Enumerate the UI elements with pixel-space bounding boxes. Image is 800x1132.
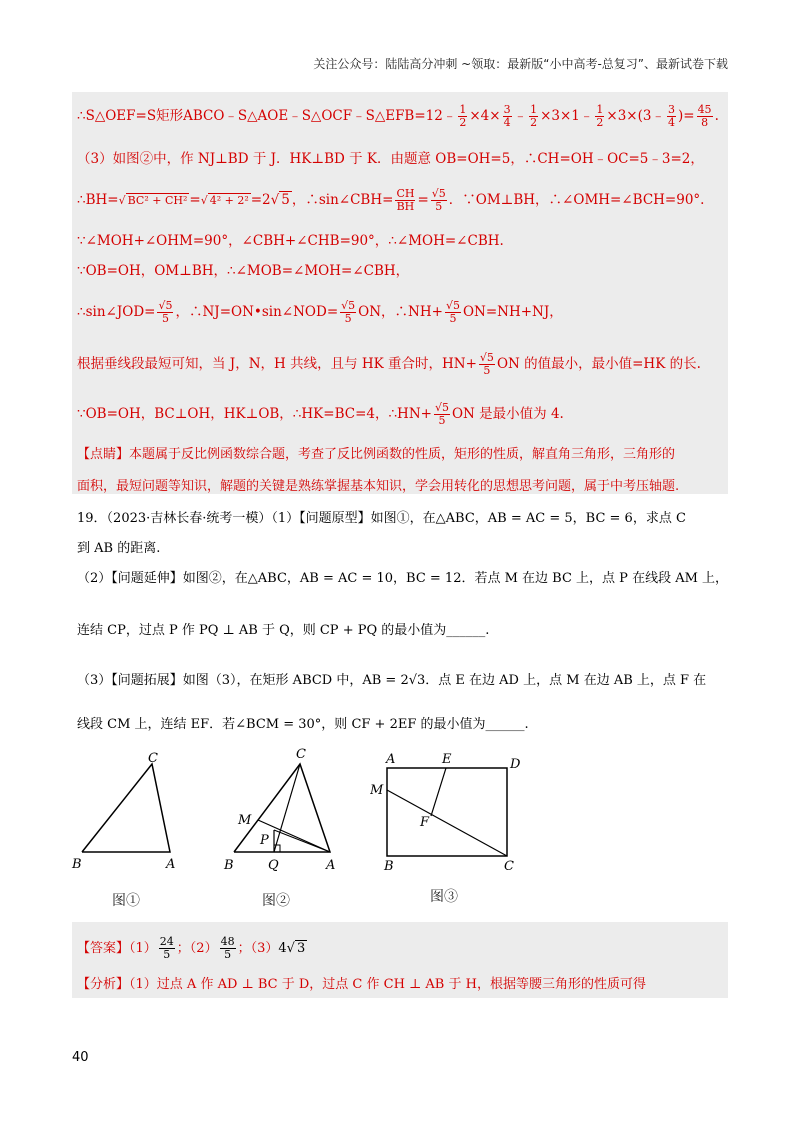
label-q: Q [268,858,279,873]
answer-1-fraction: $\frac{24}{5}$ [159,935,174,961]
fraction-root5-5: $\frac{√5}{5}$ [158,299,173,325]
problem-line-3: （2）【问题延伸】如图②，在△ABC，AB = AC = 10，BC = 12．若点 M 在边 BC 上，点 P 在线段 AM 上， [77,571,729,586]
fraction-root5-5: $\frac{√5}{5}$ [445,299,460,325]
page-number: 40 [72,1050,89,1065]
label-b: B [384,859,394,874]
fraction-half: $\frac{1}{2}$ [459,103,467,129]
label-e: E [442,752,452,767]
label-d: D [510,757,521,772]
analysis-label: 【分析】 [77,977,130,992]
fraction-ch-bh: $\frac{CH}{BH}$ [396,187,415,213]
solution-shortest-line: 根据垂线段最短可知，当 J，N，H 共线，且与 HK 重合时，HN+ $\frac{√5}{5}$ ON 的值最小，最小值=HK 的长. [77,351,701,377]
comment-line-2: 面积，最短问题等知识，解题的关键是熟练掌握基本知识，学会用转化的思想思考问题，属于中考压轴题. [77,479,680,494]
problem-line-2: 到 AB 的距离. [77,541,161,556]
problem-line-1: 19．（2023·吉林长春·统考一模）（1）【问题原型】如图①，在△ABC，AB = AC = 5，BC = 6，求点 C [77,511,686,526]
comment-line-1: 【点睛】本题属于反比例函数综合题，考查了反比例函数的性质，矩形的性质，解直角三角形，三角形的 [77,447,676,462]
label-f: F [420,815,430,830]
page-header: 关注公众号：陆陆高分冲刺 ~领取：最新版“小中高考-总复习”、最新试卷下载 [313,57,728,71]
fraction-45-8: $\frac{45}{8}$ [697,103,712,129]
label-b: B [224,858,234,873]
solution-part3-line: （3）如图②中，作 NJ⊥BD 于 J．HK⊥BD 于 K．由题意 OB=OH=5，∴CH=OH﹣OC=5﹣3=2， [77,151,704,167]
label-m: M [238,813,252,828]
label-a: A [166,857,176,872]
problem-line-6: 线段 CM 上，连结 EF．若∠BCM = 30°，则 CF + 2EF 的最小值为______. [77,717,529,732]
figure-2-caption: 图② [262,893,290,909]
fraction-three-quarters: $\frac{3}{4}$ [503,103,511,129]
problem-line-4: 连结 CP，过点 P 作 PQ ⊥ AB 于 Q，则 CP + PQ 的最小值为______. [77,623,490,638]
fraction-root5-5: $\frac{√5}{5}$ [479,351,494,377]
problem-line-5: （3）【问题拓展】如图（3），在矩形 ABCD 中，AB = 2√3．点 E 在边 AD 上，点 M 在边 AB 上，点 F 在 [77,673,707,688]
fraction-half: $\frac{1}{2}$ [596,103,604,129]
label-c: C [296,747,306,762]
label-c: C [504,859,514,874]
fraction-root5-5: $\frac{√5}{5}$ [431,187,446,213]
label-m: M [370,783,384,798]
figure-1-caption: 图① [112,893,140,909]
solution-angles-line: ∵∠MOH+∠OHM=90°，∠CBH+∠CHB=90°，∴∠MOH=∠CBH. [77,233,504,249]
solution-final-line: ∵OB=OH，BC⊥OH，HK⊥OB，∴HK=BC=4，∴HN+ $\frac{√5}{5}$ ON 是最小值为 4. [77,401,564,427]
answer-3-coef: 4 [278,941,287,956]
fraction-half: $\frac{1}{2}$ [530,103,538,129]
area-prefix: ∴S△OEF=S矩形ABCO﹣S△AOE﹣S△OCF﹣S△EFB=12﹣ [77,108,457,124]
fraction-three-quarters: $\frac{3}{4}$ [667,103,675,129]
fraction-root5-5: $\frac{√5}{5}$ [434,401,449,427]
figure-1 [70,748,190,878]
label-a: A [326,858,336,873]
fraction-root5-5: $\frac{√5}{5}$ [341,299,356,325]
label-p: P [260,833,269,848]
solution-area-line: ∴S△OEF=S矩形ABCO﹣S△AOE﹣S△OCF﹣S△EFB=12﹣ $\frac{1}{2}$ ×4× $\frac{3}{4}$ ﹣ $\frac{1}{2}$ ×3×1﹣ $\frac{1}{2}$ ×3×(3﹣ $\frac{3}{4}$ )= $\frac{45}{8}$ . [77,103,719,129]
solution-bh-line: ∴BH=√ BC² + CH² =√ 4² + 2² =2√ 5 ，∴sin∠CBH= $\frac{CH}{BH}$ = $\frac{√5}{5}$ ．∵OM⊥BH，∴∠OMH=∠BCH=90°. [77,187,705,213]
label-b: B [72,857,82,872]
answer-label: 【答案】 [77,941,130,956]
figure-3-caption: 图③ [430,889,458,905]
figure-2 [222,744,347,879]
figure-3 [370,750,530,880]
solution-ob-line: ∵OB=OH，OM⊥BH，∴∠MOB=∠MOH=∠CBH， [77,263,410,279]
answer-2-fraction: $\frac{48}{5}$ [220,935,235,961]
analysis-line: 【分析】（1）过点 A 作 AD ⊥ BC 于 D，过点 C 作 CH ⊥ AB 于 H，根据等腰三角形的性质可得 [77,977,646,992]
solution-sin-jod-line: ∴sin∠JOD= $\frac{√5}{5}$ ，∴NJ=ON•sin∠NOD= $\frac{√5}{5}$ ON，∴NH+ $\frac{√5}{5}$ ON=NH+NJ， [77,299,563,325]
answer-line: 【答案】（1） $\frac{24}{5}$ ；（2） $\frac{48}{5}$ ；（3）4√ 3 [77,935,306,961]
label-a: A [386,752,396,767]
label-c: C [148,751,158,766]
